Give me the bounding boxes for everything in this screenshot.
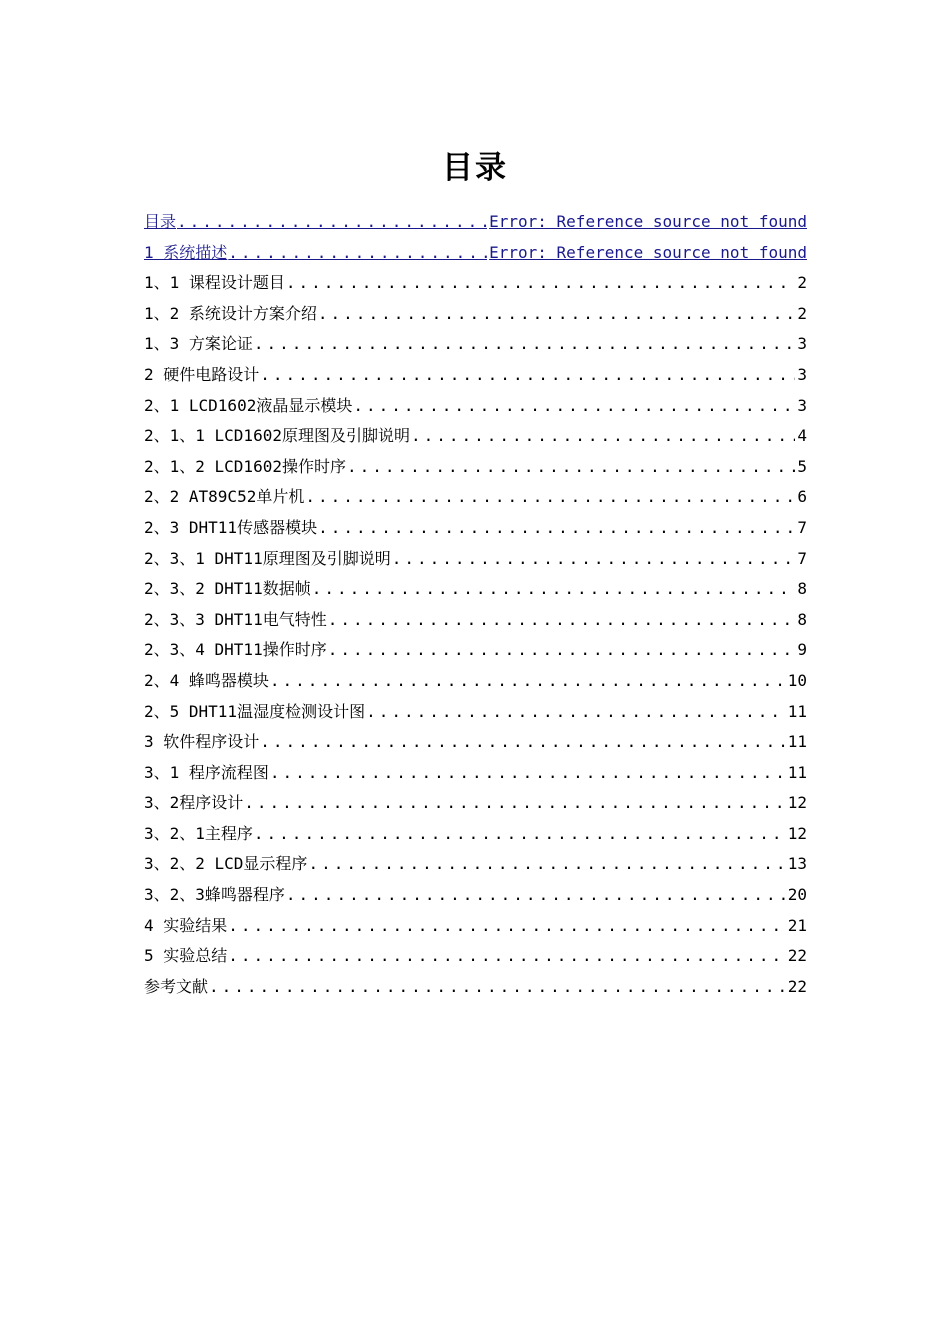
toc-entry-label: 2、3 DHT11传感器模块 — [144, 517, 318, 537]
toc-entry-label: 5 实验总结 — [144, 946, 228, 966]
toc-entry-label: 2、3、1 DHT11原理图及引脚说明 — [144, 548, 391, 568]
toc-dot-leader — [286, 880, 786, 911]
toc-entry — [144, 605, 807, 636]
toc-dot-leader — [318, 513, 795, 544]
toc-entry — [144, 972, 807, 1003]
toc-entry — [144, 666, 807, 697]
toc-entry-label: 3、2程序设计 — [144, 793, 244, 813]
toc-entry-label: 2、4 蜂鸣器模块 — [144, 670, 269, 690]
toc-dot-leader — [270, 666, 786, 697]
toc-entry-page-number: 8 — [797, 579, 807, 599]
toc-dot-leader — [353, 391, 795, 422]
toc-entry — [144, 513, 807, 544]
toc-entry — [144, 452, 807, 483]
toc-entry-link[interactable] — [144, 207, 807, 238]
toc-entry — [144, 360, 807, 391]
toc-entry-label: 2、3、4 DHT11操作时序 — [144, 640, 327, 660]
toc-entry-page-number: 7 — [797, 548, 807, 568]
toc-entry-label: 2、1、1 LCD1602原理图及引脚说明 — [144, 426, 410, 446]
toc-dot-leader — [308, 849, 785, 880]
toc-entry-page-number: 7 — [797, 517, 807, 537]
toc-entry — [144, 391, 807, 422]
toc-entry-label: 2、1、2 LCD1602操作时序 — [144, 456, 346, 476]
toc-entry-page-number: 10 — [787, 670, 807, 690]
toc-entry-page-number: 3 — [797, 395, 807, 415]
toc-entry — [144, 788, 807, 819]
toc-entry-page-number: 3 — [797, 364, 807, 384]
toc-title: 目录 — [442, 150, 508, 186]
toc-dot-leader — [392, 544, 796, 575]
toc-dot-leader — [347, 452, 795, 483]
toc-dot-leader — [328, 605, 796, 636]
toc-entry-label: 2、1 LCD1602液晶显示模块 — [144, 395, 353, 415]
toc-dot-leader — [244, 788, 785, 819]
toc-entry-label: 2、3、2 DHT11数据帧 — [144, 579, 311, 599]
toc-entry-label: 3、1 程序流程图 — [144, 762, 269, 782]
toc-entry-page-number: 20 — [787, 885, 807, 905]
toc-entry — [144, 880, 807, 911]
toc-dot-leader — [177, 207, 487, 238]
toc-entry-page-number: 22 — [787, 976, 807, 996]
toc-entry — [144, 482, 807, 513]
toc-entry-label[interactable]: 1 系统描述 — [144, 242, 228, 262]
toc-entry — [144, 758, 807, 789]
toc-dot-leader — [228, 941, 785, 972]
toc-entry — [144, 329, 807, 360]
toc-dot-leader — [411, 421, 795, 452]
toc-entry-label[interactable]: 目录 — [144, 212, 177, 231]
toc-entry-label: 2、5 DHT11温湿度检测设计图 — [144, 701, 366, 721]
toc-entry-page-number: 11 — [787, 701, 807, 721]
toc-dot-leader — [260, 360, 795, 391]
toc-entry-label: 2、2 AT89C52单片机 — [144, 487, 305, 507]
toc-entry-label: 参考文献 — [144, 976, 209, 996]
toc-entry-page-number: 12 — [787, 823, 807, 843]
toc-entry-page-number: 13 — [787, 854, 807, 874]
toc-entry-page-number[interactable]: Error: Reference source not found — [489, 242, 807, 262]
toc-entry — [144, 544, 807, 575]
toc-entry-page-number: 11 — [787, 732, 807, 752]
toc-entry-label: 2、3、3 DHT11电气特性 — [144, 609, 327, 629]
toc-entry-label: 1、3 方案论证 — [144, 334, 253, 354]
toc-dot-leader — [312, 574, 796, 605]
toc-entry-label: 1、2 系统设计方案介绍 — [144, 303, 317, 323]
toc-dot-leader — [228, 238, 487, 269]
toc-entry — [144, 268, 807, 299]
toc-entry — [144, 635, 807, 666]
toc-entry-page-number: 8 — [797, 609, 807, 629]
toc-entry-page-number: 4 — [797, 426, 807, 446]
toc-dot-leader — [305, 482, 795, 513]
toc-entry-label: 3、2、2 LCD显示程序 — [144, 854, 308, 874]
toc-entry-page-number: 21 — [787, 915, 807, 935]
toc-entry — [144, 941, 807, 972]
toc-entry-page-number[interactable]: Error: Reference source not found — [489, 212, 807, 231]
toc-dot-leader — [254, 819, 786, 850]
toc-entry-label: 3 软件程序设计 — [144, 732, 260, 752]
toc-dot-leader — [209, 972, 786, 1003]
toc-dot-leader — [228, 911, 785, 942]
toc-entry — [144, 849, 807, 880]
toc-entry — [144, 421, 807, 452]
toc-dot-leader — [286, 268, 795, 299]
toc-dot-leader — [366, 697, 786, 728]
toc-entry — [144, 819, 807, 850]
toc-entry-page-number: 9 — [797, 640, 807, 660]
toc-entry-page-number: 22 — [787, 946, 807, 966]
toc-entry-page-number: 2 — [797, 273, 807, 293]
toc-entry — [144, 299, 807, 330]
toc-entry — [144, 911, 807, 942]
table-of-contents — [144, 207, 807, 1002]
toc-dot-leader — [270, 758, 786, 789]
toc-entry-label: 3、2、1主程序 — [144, 823, 253, 843]
toc-entry-page-number: 5 — [797, 456, 807, 476]
toc-entry-label: 2 硬件电路设计 — [144, 364, 260, 384]
toc-entry-link[interactable] — [144, 238, 807, 269]
toc-entry — [144, 574, 807, 605]
toc-entry-label: 4 实验结果 — [144, 915, 228, 935]
toc-entry-page-number: 11 — [787, 762, 807, 782]
toc-dot-leader — [260, 727, 785, 758]
toc-entry-page-number: 6 — [797, 487, 807, 507]
toc-entry-page-number: 12 — [787, 793, 807, 813]
toc-dot-leader — [254, 329, 795, 360]
toc-entry — [144, 727, 807, 758]
toc-dot-leader — [318, 299, 795, 330]
toc-entry-label: 1、1 课程设计题目 — [144, 273, 285, 293]
toc-dot-leader — [328, 635, 796, 666]
toc-entry-label: 3、2、3蜂鸣器程序 — [144, 885, 285, 905]
toc-entry-page-number: 2 — [797, 303, 807, 323]
toc-entry-page-number: 3 — [797, 334, 807, 354]
toc-entry — [144, 697, 807, 728]
